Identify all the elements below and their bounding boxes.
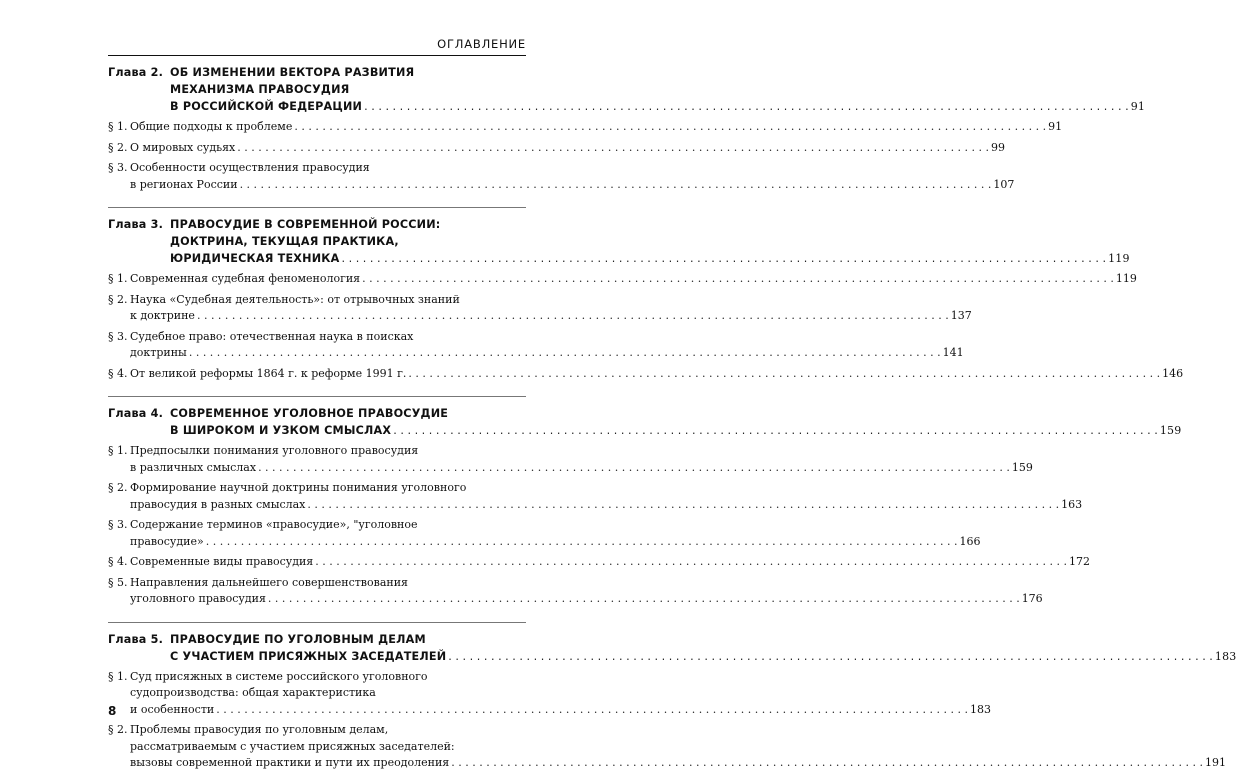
- chapter-title-text: ПРАВОСУДИЕ В СОВРЕМЕННОЙ РОССИИ:: [170, 218, 441, 231]
- section-title-line: [130, 755, 1226, 772]
- section-page-number: 107: [993, 177, 1015, 191]
- section-page-number: 99: [991, 140, 1006, 154]
- section-title-text: уголовного правосудия: [130, 592, 266, 605]
- chapter-heading[interactable]: [108, 64, 1146, 115]
- section-page-number: 119: [1115, 272, 1137, 285]
- section-entry[interactable]: [108, 160, 1015, 193]
- chapter-title-text: В ШИРОКОМ И УЗКОМ СМЫСЛАХ: [170, 424, 392, 437]
- dot-leader: [206, 534, 958, 551]
- chapter-title-line: [170, 250, 1130, 267]
- section-entry[interactable]: [108, 366, 1184, 383]
- section-title-line: [130, 497, 1083, 514]
- section-entry[interactable]: [108, 554, 1091, 571]
- section-title-line: [130, 271, 1137, 288]
- section-title-text: Формирование научной доктрины понимания уголовного: [130, 481, 467, 494]
- section-entry[interactable]: [108, 480, 1083, 513]
- section-title-text: От великой реформы 1864 г. к реформе 1991 г.: [130, 366, 407, 380]
- dot-leader: [307, 497, 1059, 514]
- section-title-line: [130, 140, 1006, 157]
- section-number: § 2.: [108, 481, 128, 494]
- chapter-title-line: [170, 405, 526, 422]
- section-title-line: [130, 534, 981, 551]
- dot-leader: [189, 345, 941, 362]
- dot-leader: [408, 366, 1160, 383]
- section-title-text: в различных смыслах: [130, 460, 257, 474]
- section-entry[interactable]: [108, 119, 1063, 136]
- chapter-title-text: С УЧАСТИЕМ ПРИСЯЖНЫХ ЗАСЕДАТЕЛЕЙ: [170, 649, 447, 663]
- section-entry[interactable]: [108, 329, 964, 362]
- section-entry[interactable]: [108, 669, 991, 719]
- chapter-entry: [108, 622, 1236, 772]
- chapter-heading[interactable]: [108, 405, 1182, 439]
- chapter-title-line: [170, 233, 526, 250]
- section-title-text: к доктрине: [130, 309, 195, 322]
- section-page-number: 191: [1205, 756, 1226, 769]
- section-entry[interactable]: [108, 722, 1226, 772]
- section-title-text: рассматриваемым с участием присяжных заседателей:: [130, 739, 455, 753]
- chapter-title-text: ДОКТРИНА, ТЕКУЩАЯ ПРАКТИКА,: [170, 235, 399, 248]
- page-number: 8: [108, 704, 117, 718]
- section-title-line: [130, 702, 991, 719]
- section-list: [108, 669, 1226, 772]
- section-title-text: Направления дальнейшего совершенствования: [130, 575, 408, 589]
- section-title-line: [130, 160, 526, 177]
- section-title-line: [130, 517, 526, 534]
- section-title-line: [130, 722, 526, 739]
- section-title-line: [130, 575, 526, 592]
- dot-leader: [258, 460, 1010, 477]
- section-page-number: 172: [1069, 555, 1091, 568]
- section-title-text: Суд присяжных в системе российского уголовного: [130, 669, 428, 683]
- section-number: § 5.: [108, 575, 128, 589]
- section-title-text: Предпосылки понимания уголовного правосудия: [130, 444, 419, 457]
- dot-leader: [393, 422, 1158, 439]
- dot-leader: [451, 755, 1203, 772]
- section-title-line: [130, 329, 526, 346]
- dot-leader: [237, 140, 989, 157]
- chapter-title-text: СОВРЕМЕННОЕ УГОЛОВНОЕ ПРАВОСУДИЕ: [170, 407, 449, 420]
- section-number: § 3.: [108, 329, 128, 343]
- dot-leader: [362, 271, 1114, 288]
- section-entry[interactable]: [108, 271, 1137, 288]
- table-of-contents: [108, 64, 1236, 772]
- chapter-label: Глава 3.: [108, 218, 164, 231]
- chapter-label: Глава 5.: [108, 632, 164, 646]
- section-title-line: [130, 591, 1043, 608]
- dot-leader: [216, 702, 968, 719]
- chapter-title-line: [170, 81, 526, 98]
- section-entry[interactable]: [108, 443, 1033, 476]
- chapter-title-line: [170, 648, 1236, 665]
- section-title-text: Судебное право: отечественная наука в поисках: [130, 329, 414, 343]
- chapter-entry: [108, 207, 1184, 382]
- section-title-line: [130, 460, 1033, 477]
- section-page-number: 159: [1011, 460, 1033, 474]
- section-number: § 2.: [108, 292, 128, 306]
- section-entry[interactable]: [108, 140, 1006, 157]
- section-title-text: вызовы современной практики и пути их преодоления: [130, 756, 450, 769]
- dot-leader: [240, 177, 992, 194]
- dot-leader: [448, 648, 1213, 665]
- section-title-line: [130, 554, 1091, 571]
- header-divider: [108, 55, 526, 56]
- chapter-title-text: ОБ ИЗМЕНЕНИИ ВЕКТОРА РАЗВИТИЯ: [170, 66, 415, 79]
- section-title-line: [130, 669, 526, 686]
- section-title-line: [130, 443, 526, 460]
- section-page-number: 166: [959, 534, 981, 548]
- section-number: § 1.: [108, 669, 128, 683]
- chapter-title-line: [170, 64, 526, 81]
- section-title-line: [130, 685, 526, 702]
- section-title-text: Современные виды правосудия: [130, 555, 314, 568]
- dot-leader: [197, 308, 949, 325]
- section-title-text: Наука «Судебная деятельность»: от отрывочных знаний: [130, 292, 460, 306]
- chapter-heading[interactable]: [108, 216, 1130, 267]
- dot-leader: [341, 250, 1106, 267]
- chapter-title-text: ЮРИДИЧЕСКАЯ ТЕХНИКА: [170, 252, 340, 265]
- section-number: § 2.: [108, 140, 128, 154]
- section-title-text: Современная судебная феноменология: [130, 272, 361, 285]
- section-title-line: [130, 119, 1063, 136]
- section-page-number: 183: [970, 702, 991, 716]
- chapter-divider: [108, 396, 526, 397]
- dot-leader: [364, 98, 1129, 115]
- chapter-page-number: 159: [1159, 424, 1182, 437]
- section-number: § 3.: [108, 518, 128, 531]
- chapter-title-line: [170, 98, 1146, 115]
- section-page-number: 141: [942, 346, 964, 359]
- section-number: § 4.: [108, 366, 128, 380]
- section-title-text: доктрины: [130, 346, 187, 359]
- chapter-entry: [108, 396, 1182, 608]
- section-list: [108, 271, 1184, 382]
- section-title-text: О мировых судьях: [130, 140, 236, 154]
- chapter-label: Глава 2.: [108, 66, 164, 79]
- chapter-divider: [108, 622, 526, 623]
- section-title-text: судопроизводства: общая характеристика: [130, 686, 376, 699]
- section-entry[interactable]: [108, 292, 972, 325]
- running-header-title: ОГЛАВЛЕНИЕ: [437, 37, 526, 51]
- section-entry[interactable]: [108, 575, 1043, 608]
- section-page-number: 176: [1021, 592, 1043, 605]
- section-number: § 1.: [108, 444, 128, 457]
- section-title-text: правосудие»: [130, 534, 204, 548]
- section-number: § 1.: [108, 120, 128, 133]
- section-title-line: [130, 292, 526, 309]
- chapter-page-number: 91: [1130, 100, 1146, 113]
- chapter-title-line: [170, 216, 526, 233]
- section-list: [108, 119, 1063, 193]
- section-title-line: [130, 345, 964, 362]
- chapter-title-line: [170, 631, 526, 648]
- section-title-text: правосудия в разных смыслах: [130, 497, 306, 511]
- section-page-number: 146: [1162, 366, 1184, 380]
- section-entry[interactable]: [108, 517, 981, 550]
- chapter-entry: [108, 64, 1146, 193]
- section-number: § 1.: [108, 272, 128, 285]
- section-title-line: [130, 480, 526, 497]
- section-page-number: 163: [1061, 497, 1083, 511]
- chapter-title-text: ПРАВОСУДИЕ ПО УГОЛОВНЫМ ДЕЛАМ: [170, 632, 426, 646]
- section-number: § 2.: [108, 723, 128, 736]
- section-title-text: Общие подходы к проблеме: [130, 120, 293, 133]
- chapter-heading[interactable]: [108, 631, 1236, 665]
- section-title-line: [130, 739, 526, 756]
- chapter-title-text: В РОССИЙСКОЙ ФЕДЕРАЦИИ: [170, 100, 363, 113]
- chapter-label: Глава 4.: [108, 407, 164, 420]
- chapter-title-text: МЕХАНИЗМА ПРАВОСУДИЯ: [170, 83, 350, 96]
- section-number: § 3.: [108, 161, 128, 174]
- section-list: [108, 443, 1091, 608]
- chapter-page-number: 183: [1214, 649, 1236, 663]
- chapter-page-number: 119: [1108, 252, 1130, 265]
- section-title-text: Особенности осуществления правосудия: [130, 161, 370, 174]
- section-page-number: 137: [950, 309, 972, 322]
- dot-leader: [294, 119, 1046, 136]
- chapter-divider: [108, 207, 526, 208]
- dot-leader: [268, 591, 1020, 608]
- section-title-text: Содержание терминов «правосудие», "уголовное: [130, 518, 418, 531]
- section-title-line: [130, 177, 1015, 194]
- section-title-line: [130, 366, 1184, 383]
- section-title-text: и особенности: [130, 702, 215, 716]
- chapter-title-line: [170, 422, 1182, 439]
- section-title-text: Проблемы правосудия по уголовным делам,: [130, 723, 389, 736]
- section-title-text: в регионах России: [130, 177, 238, 191]
- section-title-line: [130, 308, 972, 325]
- dot-leader: [315, 554, 1067, 571]
- section-page-number: 91: [1048, 120, 1063, 133]
- section-number: § 4.: [108, 555, 128, 568]
